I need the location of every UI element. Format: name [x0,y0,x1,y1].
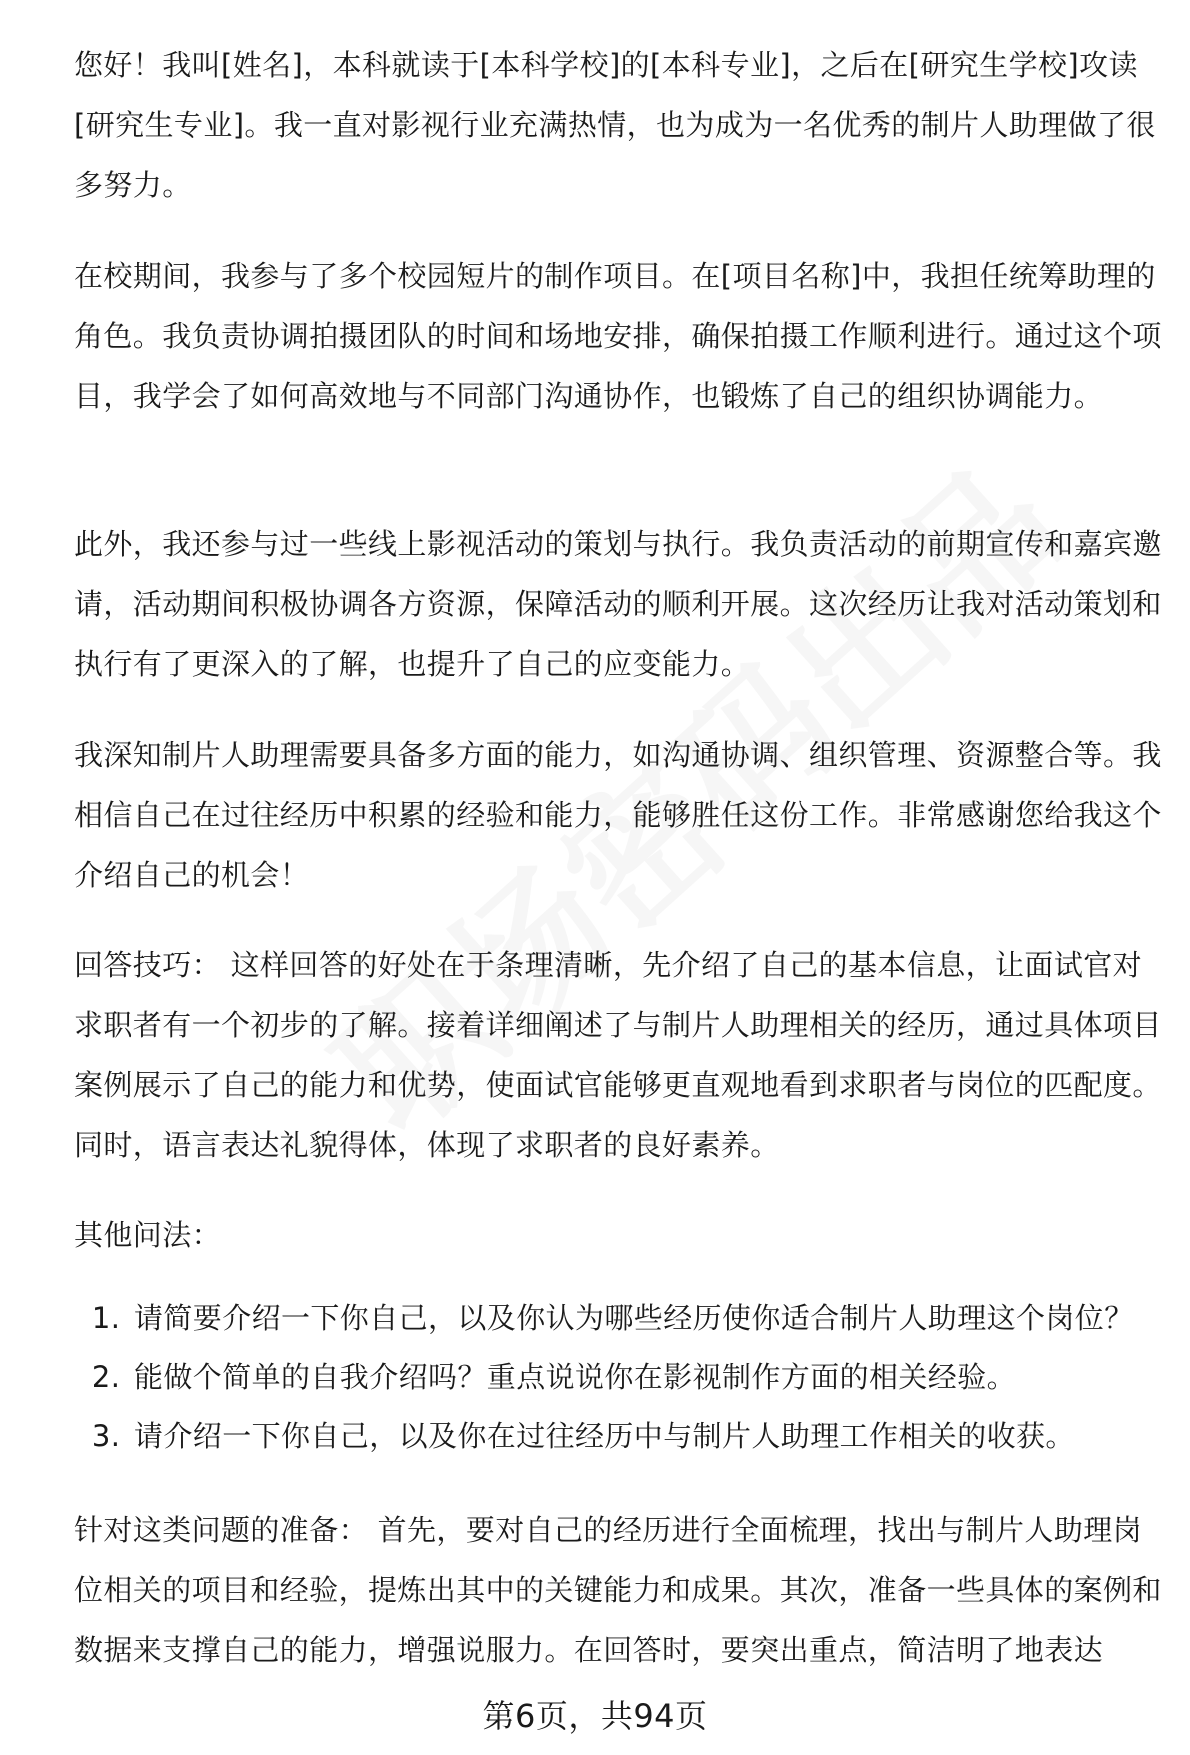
list-item-number: 2 . [74,1348,134,1407]
list-item-number: 3 . [74,1407,134,1466]
list-item-text: 能做个简单的自我介绍吗？重点说说你在影视制作方面的相关经验。 [134,1360,1017,1394]
page-number: 第6页，共94页 [482,1697,708,1735]
paragraph-campus-experience: 在校期间，我参与了多个校园短片的制作项目。在[项目名称]中，我担任统筹助理的角色。我负责协调拍摄团队的时间和场地安排，确保拍摄工作顺利进行。通过这个项目，我学会了如何高效地与不同部门沟通协作，也锻炼了自己的组织协调能力。 [74,259,1162,413]
list-item-text: 请简要介绍一下你自己，以及你认为哪些经历使你适合制片人助理这个岗位？ [134,1301,1134,1335]
paragraph-intro: 您好！我叫[姓名]，本科就读于[本科学校]的[本科专业]，之后在[研究生学校]攻读[研究生专业]。我一直对影视行业充满热情，也为成为一名优秀的制片人助理做了很多努力。 [74,48,1156,202]
paragraph-online-activities: 此外，我还参与过一些线上影视活动的策划与执行。我负责活动的前期宣传和嘉宾邀请，活动期间积极协调各方资源，保障活动的顺利开展。这次经历让我对活动策划和执行有了更深入的了解，也提升了自己的应变能力。 [74,527,1162,681]
paragraph-closing: 我深知制片人助理需要具备多方面的能力，如沟通协调、组织管理、资源整合等。我相信自己在过往经历中积累的经验和能力，能够胜任这份工作。非常感谢您给我这个介绍自己的机会！ [74,738,1162,892]
paragraph-preparation: 针对这类问题的准备： 首先，要对自己的经历进行全面梳理，找出与制片人助理岗位相关的项目和经验，提炼出其中的关键能力和成果。其次，准备一些具体的案例和数据来支撑自己的能力，增强说服力。在回答时，要突出重点，简洁明了地表达 [74,1513,1162,1667]
list-item [74,1407,1170,1466]
list-item-number: 1 . [74,1289,134,1348]
paragraph-answer-tips: 回答技巧： 这样回答的好处在于条理清晰，先介绍了自己的基本信息，让面试官对求职者有一个初步的了解。接着详细阐述了与制片人助理相关的经历，通过具体项目案例展示了自己的能力和优势，使面试官能够更直观地看到求职者与岗位的匹配度。同时，语言表达礼貌得体，体现了求职者的良好素养。 [74,948,1162,1162]
list-item [74,1348,1170,1407]
other-questions-list [74,1289,1170,1466]
list-item-text: 请介绍一下你自己，以及你在过往经历中与制片人助理工作相关的收获。 [134,1419,1075,1453]
document-page [74,0,1170,1755]
list-item [74,1289,1170,1348]
heading-other-questions: 其他问法： [74,1218,222,1252]
